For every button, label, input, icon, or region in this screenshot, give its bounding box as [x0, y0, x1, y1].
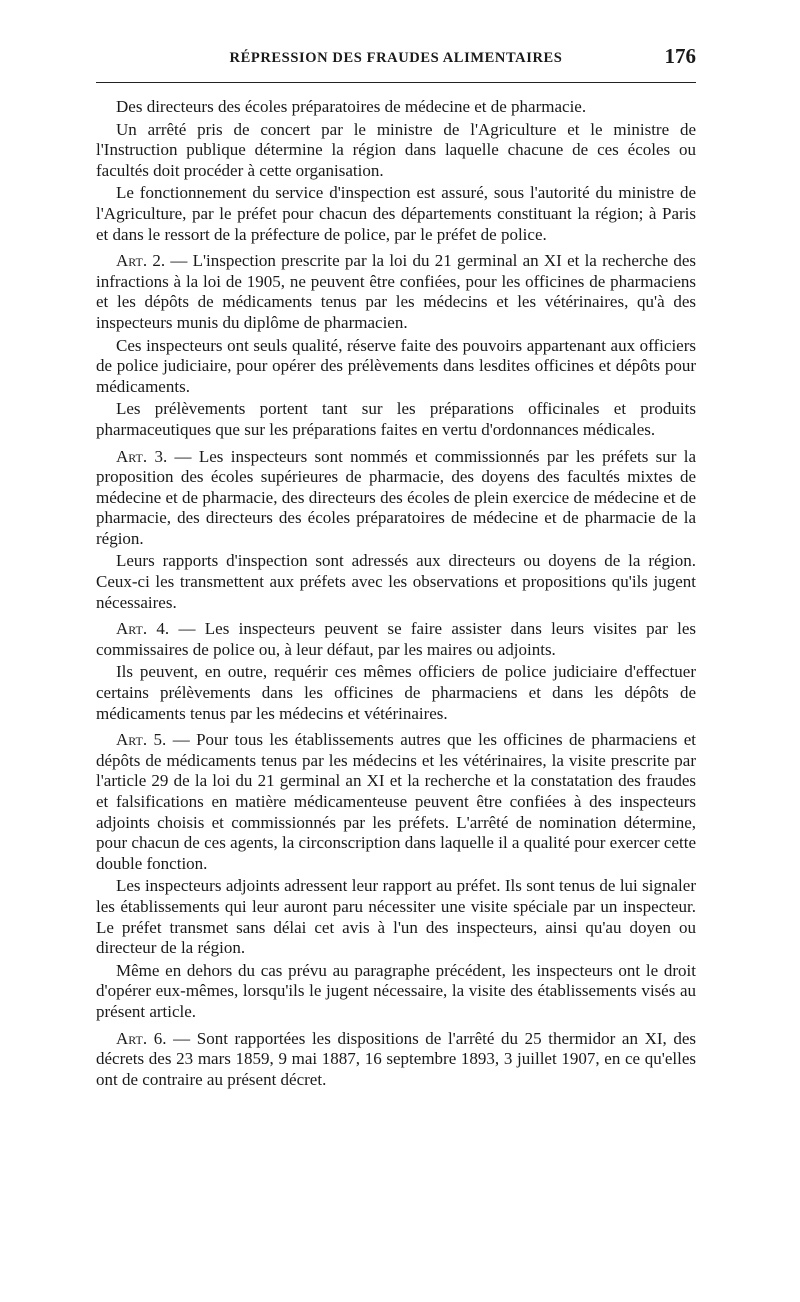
- running-title: RÉPRESSION DES FRAUDES ALIMENTAIRES: [229, 50, 563, 66]
- paragraph-text: Le fonctionnement du service d'inspection est assuré, sous l'autorité du ministre de l'Agriculture, par le préfet pour chacun des départements constituant la région; à Paris et dans le ressort de la préfecture de police, par le préfet de police.: [96, 183, 696, 244]
- paragraph: [96, 619, 696, 660]
- article-label: Art. 6.: [116, 1028, 167, 1048]
- paragraph: [96, 97, 696, 118]
- paragraph: [96, 662, 696, 724]
- paragraph-text: Un arrêté pris de concert par le ministre de l'Agriculture et le ministre de l'Instruction publique détermine la région dans laquelle chacune de ces écoles ou facultés doit procéder à cette organisation.: [96, 119, 696, 180]
- page-number: 176: [664, 44, 696, 68]
- paragraph: [96, 876, 696, 958]
- paragraph: [96, 447, 696, 550]
- paragraph-text: Les inspecteurs adjoints adressent leur rapport au préfet. Ils sont tenus de lui signaler les établissements qui leur auront paru nécessiter une visite spéciale par un inspecteur. Le préfet transmet sans délai cet avis à l'un des inspecteurs, ainsi qu'au doyen ou directeur de la région.: [96, 876, 696, 958]
- paragraph-text: Les prélèvements portent tant sur les préparations officinales et produits pharmaceutiques que sur les préparations faites en vertu d'ordonnances médicales.: [96, 399, 696, 439]
- paragraph-text: Ils peuvent, en outre, requérir ces mêmes officiers de police judiciaire d'effectuer certains prélèvements dans les officines de pharmaciens et dans les dépôts de médicaments tenus par les médecins et vétérinaires.: [96, 662, 696, 723]
- page-header: [96, 44, 696, 78]
- article-label: Art. 5.: [116, 730, 167, 750]
- paragraph: [96, 183, 696, 245]
- paragraph-text: Leurs rapports d'inspection sont adressés aux directeurs ou doyens de la région. Ceux-ci les transmettent aux préfets avec les observations et propositions qu'ils jugent nécessaires.: [96, 551, 696, 612]
- body-text: [96, 97, 696, 1092]
- paragraph-text: — Sont rapportées les dispositions de l'arrêté du 25 thermidor an XI, des décrets des 23 mars 1859, 9 mai 1887, 16 septembre 1893, 3 juillet 1907, en ce qu'elles ont de contraire au présent décret.: [96, 1028, 697, 1089]
- paragraph: [96, 120, 696, 182]
- article-label: Art. 2.: [116, 251, 166, 271]
- paragraph-text: — Pour tous les établissements autres que les officines de pharmaciens et dépôts de médicaments tenus par les médecins et les vétérinaires, la visite prescrite par l'article 29 de la loi du 21 germinal an XI et la recherche et la constatation des fraudes et falsifications en matière médicamenteuse peuvent être confiées à des inspecteurs adjoints choisis et commissionnés par les préfets. L'arrêté de nomination détermine, pour chacun de ces agents, la circonscription dans laquelle il a qualité pour exercer cette double fonction.: [96, 730, 697, 873]
- paragraph: [96, 336, 696, 398]
- header-rule: [96, 82, 696, 83]
- paragraph-text: Ces inspecteurs ont seuls qualité, réserve faite des pouvoirs appartenant aux officiers de police judiciaire, pour opérer des prélèvements dans lesdites officines et dépôts pour médicaments.: [96, 335, 696, 396]
- paragraph-text: Des directeurs des écoles préparatoires de médecine et de pharmacie.: [116, 97, 587, 116]
- paragraph-text: — Les inspecteurs sont nommés et commissionnés par les préfets sur la proposition des écoles supérieures de pharmacie, des doyens des facultés mixtes de médecine et de pharmacie, des directeurs des écoles de plein exercice de médecine et de pharmacie, des directeurs des écoles préparatoires de médecine et de pharmacie de la région.: [96, 446, 697, 548]
- article-label: Art. 4.: [116, 619, 170, 639]
- paragraph: [96, 730, 696, 874]
- paragraph: [96, 251, 696, 333]
- paragraph: [96, 399, 696, 440]
- paragraph-text: — L'inspection prescrite par la loi du 21 germinal an XI et la recherche des infractions à la loi de 1905, ne peuvent être confiées, pour les officines de pharmaciens et les dépôts de médicaments tenus par les médecins et les vétérinaires, qu'à des inspecteurs munis du diplôme de pharmacien.: [96, 251, 697, 332]
- paragraph: [96, 961, 696, 1023]
- paragraph-text: Même en dehors du cas prévu au paragraphe précédent, les inspecteurs ont le droit d'opérer eux-mêmes, lorsqu'ils le jugent nécessaire, la visite des établissements visés au présent article.: [96, 960, 696, 1021]
- paragraph-text: — Les inspecteurs peuvent se faire assister dans leurs visites par les commissaires de police ou, à leur défaut, par les maires ou adjoints.: [96, 619, 697, 659]
- paragraph: [96, 1029, 696, 1091]
- paragraph: [96, 551, 696, 613]
- article-label: Art. 3.: [116, 446, 168, 466]
